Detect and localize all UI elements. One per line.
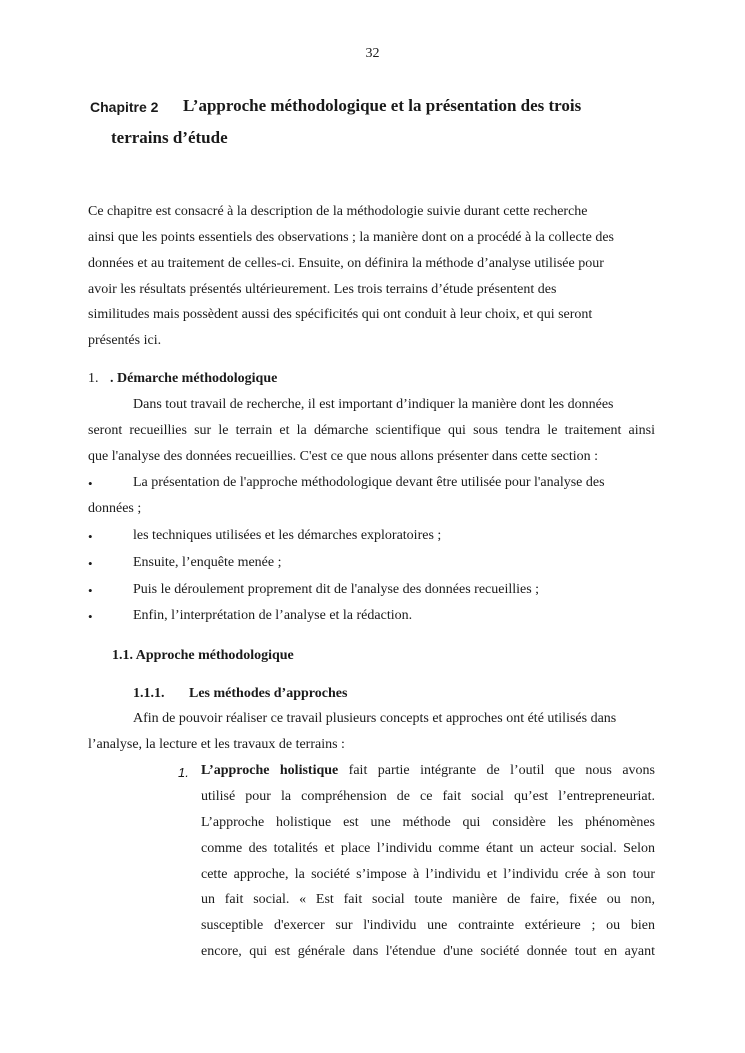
subsubsection-number: 1.1.1.: [133, 686, 165, 701]
chapter-label: Chapitre 2: [90, 99, 159, 115]
chapter-title-line-2: terrains d’étude: [111, 128, 228, 147]
item-number: 1.: [178, 765, 189, 780]
item-line: comme des totalités et place l’individu comme étant un acteur social. Selon: [201, 841, 655, 856]
section-para-line: seront recueillies sur le terrain et la démarche scientifique qui sous tendra le traitement ainsi: [88, 423, 655, 438]
item-first-rest: fait partie intégrante de l’outil que nous avons: [338, 763, 655, 778]
chapter-title-line-1: L’approche méthodologique et la présentation des trois: [183, 96, 582, 115]
intro-line: présentés ici.: [88, 333, 162, 348]
item-line: susceptible d'exercer sur l'individu une contrainte extérieure ; ou bien: [201, 918, 655, 933]
intro-line: avoir les résultats présentés ultérieurement. Les trois terrains d’étude présentent des: [88, 282, 557, 297]
bullet-marker: •: [88, 556, 93, 571]
item-bold-term: L’approche holistique: [201, 763, 339, 778]
subsection-para-line: l’analyse, la lecture et les travaux de terrains :: [88, 737, 345, 752]
section-title: . Démarche méthodologique: [110, 371, 278, 386]
intro-line: ainsi que les points essentiels des observations ; la manière dont on a procédé à la collecte des: [88, 230, 615, 245]
section-para-line: Dans tout travail de recherche, il est important d’indiquer la manière dont les données: [133, 397, 614, 412]
page-number: 32: [365, 46, 380, 61]
item-line: un fait social. « Est fait social toute manière de faire, fixée ou non,: [201, 892, 655, 907]
section-para-line: que l'analyse des données recueillies. C'est ce que nous allons présenter dans cette section :: [88, 449, 599, 464]
bullet-item-continuation: données ;: [88, 501, 142, 516]
bullet-item: Ensuite, l’enquête menée ;: [133, 555, 282, 570]
bullet-marker: •: [88, 529, 93, 544]
intro-line: données et au traitement de celles-ci. Ensuite, on définira la méthode d’analyse utilisée pour: [88, 256, 604, 271]
bullet-item: les techniques utilisées et les démarches exploratoires ;: [133, 528, 442, 543]
bullet-marker: •: [88, 476, 93, 491]
intro-line: Ce chapitre est consacré à la description de la méthodologie suivie durant cette recherche: [88, 204, 588, 219]
subsection-title: 1.1. Approche méthodologique: [112, 648, 294, 663]
bullet-item: Puis le déroulement proprement dit de l'analyse des données recueillies ;: [133, 582, 540, 597]
item-line: L’approche holistique est une méthode qui considère les phénomènes: [201, 815, 655, 830]
item-line: cette approche, la société s’impose à l’individu et l’individu crée à son tour: [201, 867, 655, 882]
bullet-marker: •: [88, 609, 93, 624]
bullet-item: La présentation de l'approche méthodologique devant être utilisée pour l'analyse des: [133, 475, 605, 490]
bullet-marker: •: [88, 583, 93, 598]
intro-line: similitudes mais possèdent aussi des spécificités qui ont conduit à leur choix, et qui seront: [88, 307, 593, 322]
subsubsection-title: Les méthodes d’approches: [189, 686, 348, 701]
item-first-line: [201, 763, 655, 779]
section-number: 1.: [88, 371, 99, 386]
subsection-para-line: Afin de pouvoir réaliser ce travail plusieurs concepts et approches ont été utilisés dans: [133, 711, 617, 726]
item-line: utilisé pour la compréhension de ce fait social qu’est l’entrepreneuriat.: [201, 789, 655, 804]
bullet-item: Enfin, l’interprétation de l’analyse et la rédaction.: [133, 608, 413, 623]
item-line: encore, qui est générale dans l'étendue d'une société donnée tout en ayant: [201, 944, 655, 959]
